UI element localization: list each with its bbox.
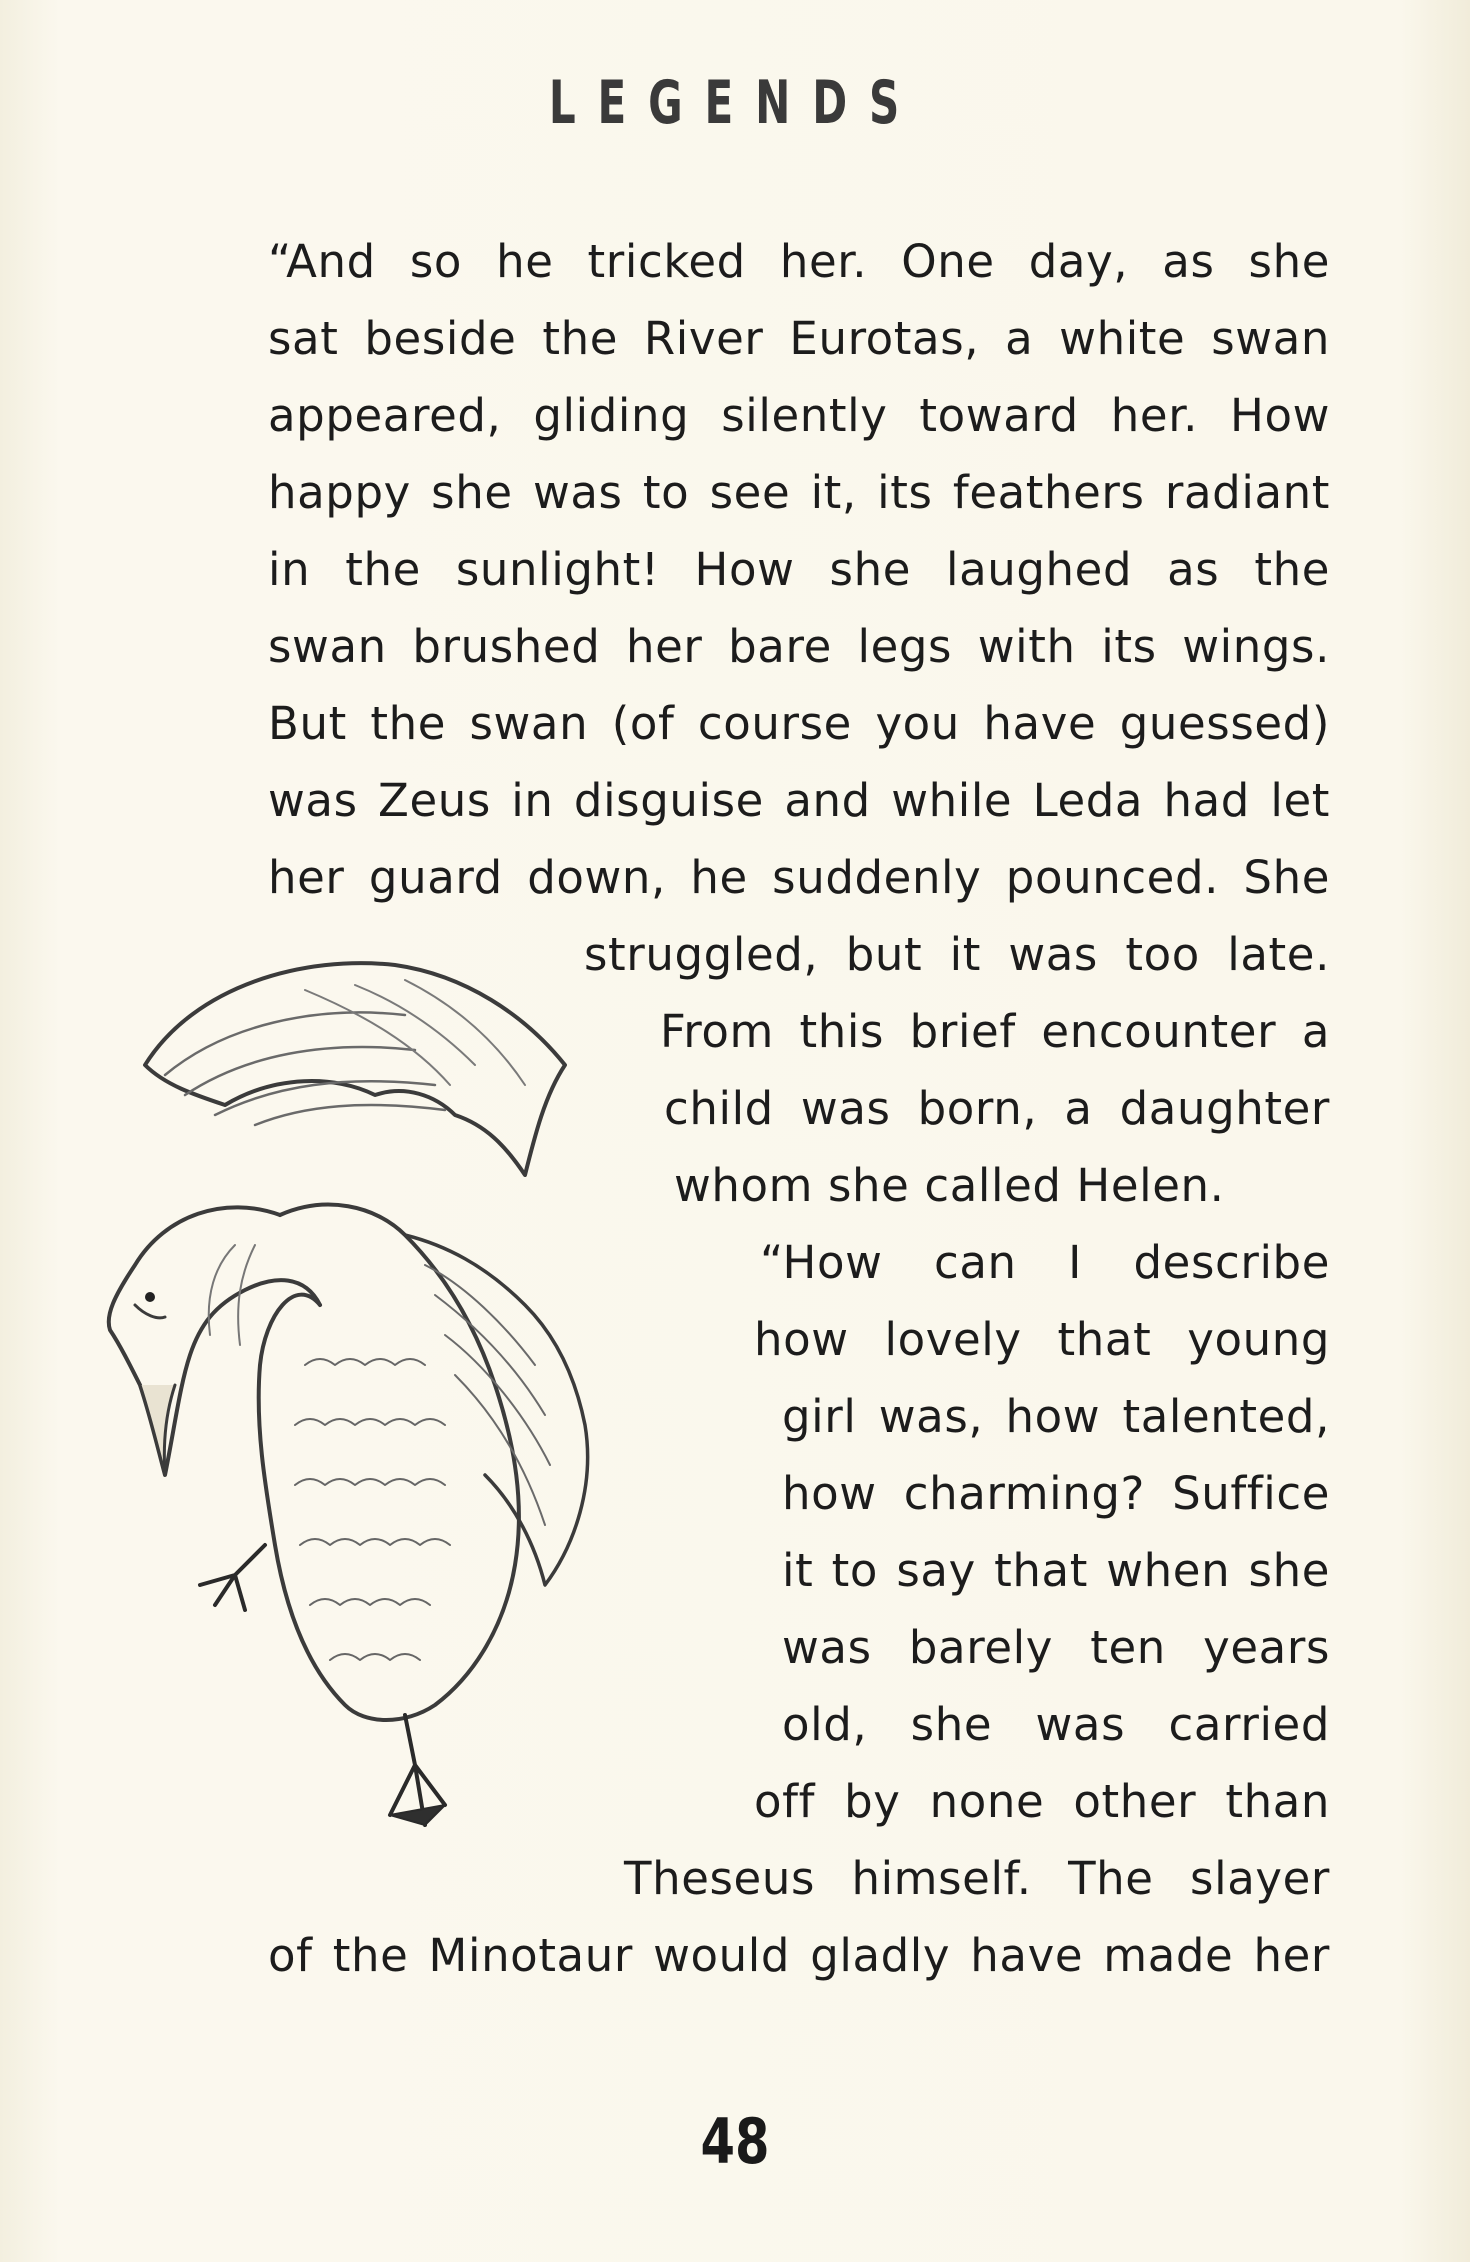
text-line: struggled, but it was too late. bbox=[584, 928, 1330, 981]
text-line: But the swan (of course you have guessed) bbox=[268, 697, 1330, 750]
text-line: “How can I describe bbox=[760, 1236, 1330, 1289]
text-line: how charming? Suffice bbox=[782, 1467, 1330, 1520]
text-line: whom she called Helen. bbox=[674, 1159, 1225, 1212]
page-number: 48 bbox=[700, 2105, 770, 2178]
text-line: old, she was carried bbox=[782, 1698, 1330, 1751]
text-line: in the sunlight! How she laughed as the bbox=[268, 543, 1330, 596]
text-line: it to say that when she bbox=[782, 1544, 1330, 1597]
text-line: From this brief encounter a bbox=[660, 1005, 1330, 1058]
text-line: of the Minotaur would gladly have made her bbox=[268, 1929, 1330, 1982]
text-line: sat beside the River Eurotas, a white swan bbox=[268, 312, 1330, 365]
text-line: girl was, how talented, bbox=[782, 1390, 1330, 1443]
text-line: was barely ten years bbox=[782, 1621, 1330, 1674]
text-line: off by none other than bbox=[754, 1775, 1330, 1828]
swan-illustration-icon bbox=[105, 945, 725, 1885]
text-line: swan brushed her bare legs with its wings. bbox=[268, 620, 1330, 673]
text-line: child was born, a daughter bbox=[664, 1082, 1330, 1135]
text-line: appeared, gliding silently toward her. How bbox=[268, 389, 1330, 442]
text-line: her guard down, he suddenly pounced. She bbox=[268, 851, 1330, 904]
text-line: happy she was to see it, its feathers radiant bbox=[268, 466, 1330, 519]
text-line: “And so he tricked her. One day, as she bbox=[268, 235, 1330, 288]
text-line: was Zeus in disguise and while Leda had let bbox=[268, 774, 1330, 827]
text-line: Theseus himself. The slayer bbox=[624, 1852, 1330, 1905]
text-line: how lovely that young bbox=[754, 1313, 1330, 1366]
running-header: LEGENDS bbox=[548, 68, 922, 138]
